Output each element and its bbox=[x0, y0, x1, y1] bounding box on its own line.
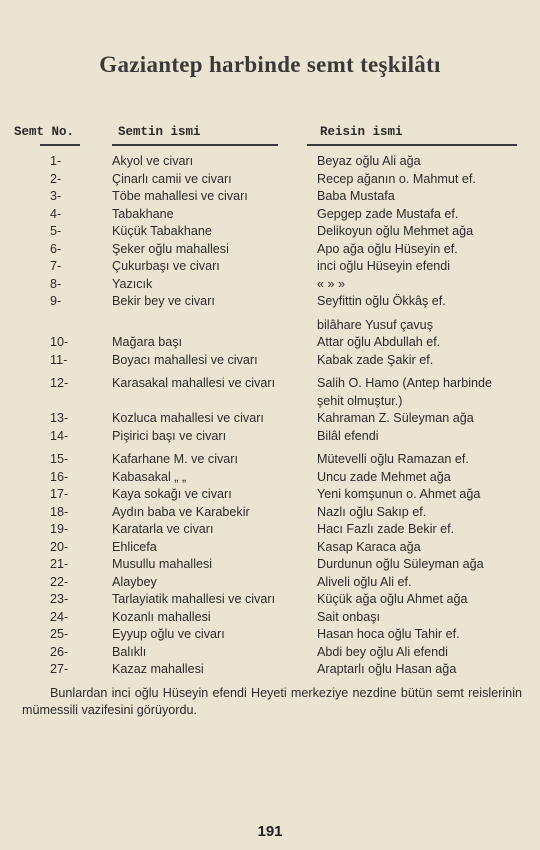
head-name: Abdi bey oğlu Ali efendi bbox=[317, 644, 448, 659]
district-table bbox=[0, 153, 540, 679]
table-row bbox=[0, 504, 540, 522]
district-name: Karasakal mahallesi ve civarı bbox=[112, 376, 276, 390]
table-row bbox=[0, 644, 540, 662]
table-row bbox=[0, 352, 540, 370]
district-name: Kozluca mahallesi ve civarı bbox=[112, 411, 264, 425]
district-name: Yazıcık bbox=[112, 276, 153, 291]
row-number: 25- bbox=[50, 627, 69, 641]
district-name: Pişirici başı ve civarı bbox=[112, 428, 227, 443]
header-underline-no bbox=[40, 144, 80, 146]
table-row bbox=[0, 521, 540, 539]
district-name: Ehlicefa bbox=[112, 539, 157, 554]
head-name: Beyaz oğlu Ali ağa bbox=[317, 154, 421, 168]
head-name: Salih O. Hamo (Antep harbinde bbox=[317, 376, 493, 390]
district-name: Alaybey bbox=[112, 574, 157, 589]
table-row bbox=[0, 393, 540, 411]
table-row bbox=[0, 574, 540, 592]
head-name: Yeni komşunun o. Ahmet ağa bbox=[317, 487, 481, 501]
row-number: 21- bbox=[50, 557, 69, 571]
head-name: Delikoyun oğlu Mehmet ağa bbox=[317, 224, 474, 238]
district-name: Eyyup oğlu ve civarı bbox=[112, 627, 225, 641]
head-name: inci oğlu Hüseyin efendi bbox=[317, 259, 451, 273]
row-number: 12- bbox=[50, 376, 69, 390]
table-row bbox=[0, 153, 540, 171]
table-row bbox=[0, 375, 540, 393]
column-header-head: Reisin ismi bbox=[320, 125, 403, 139]
district-name: Karatarla ve civarı bbox=[112, 522, 214, 536]
district-name: Tabakhane bbox=[112, 206, 174, 221]
head-name: Hasan hoca oğlu Tahir ef. bbox=[317, 627, 460, 641]
district-name: Tarlayiatik mahallesi ve civarı bbox=[112, 592, 276, 606]
head-name: Kasap Karaca ağa bbox=[317, 539, 421, 554]
row-number: 16- bbox=[50, 469, 69, 484]
row-number: 8- bbox=[50, 276, 62, 291]
row-number: 1- bbox=[50, 154, 62, 168]
head-name: Sait onbaşı bbox=[317, 609, 381, 624]
head-name: Gepgep zade Mustafa ef. bbox=[317, 206, 459, 221]
head-name: Uncu zade Mehmet ağa bbox=[317, 469, 451, 484]
district-name: Küçük Tabakhane bbox=[112, 224, 212, 238]
header-underline-head bbox=[307, 144, 517, 146]
district-name: Kaya sokağı ve civarı bbox=[112, 487, 232, 501]
row-number: 15- bbox=[50, 452, 69, 466]
footer-note: Bunlardan inci oğlu Hüseyin efendi Heyeti merkeziye nezdine bütün semt reislerinin mümessili vazifesini görüyordu. bbox=[22, 686, 522, 717]
table-row bbox=[0, 188, 540, 206]
row-number: 17- bbox=[50, 487, 69, 501]
table-row bbox=[0, 206, 540, 224]
district-name: Mağara başı bbox=[112, 335, 183, 349]
district-name: Kafarhane M. ve civarı bbox=[112, 452, 238, 466]
head-name: Seyfittin oğlu Ökkâş ef. bbox=[317, 294, 446, 308]
district-name: Musullu mahallesi bbox=[112, 557, 213, 571]
table-row bbox=[0, 171, 540, 189]
table-row bbox=[0, 258, 540, 276]
district-name: Töbe mahallesi ve civarı bbox=[112, 189, 248, 203]
page-title: Gaziantep harbinde semt teşkilâtı bbox=[99, 52, 441, 77]
head-name: Nazlı oğlu Sakıp ef. bbox=[317, 504, 427, 519]
district-name: Kabasakal „ „ bbox=[112, 469, 187, 484]
head-name: « » » bbox=[317, 276, 346, 291]
district-name: Kozanlı mahallesi bbox=[112, 609, 211, 624]
row-number: 5- bbox=[50, 224, 62, 238]
table-row bbox=[0, 276, 540, 294]
row-number: 3- bbox=[50, 189, 62, 203]
row-number: 24- bbox=[50, 609, 69, 624]
district-name: Balıklı bbox=[112, 644, 147, 659]
table-row bbox=[0, 410, 540, 428]
table-row bbox=[0, 223, 540, 241]
row-number: 26- bbox=[50, 644, 69, 659]
head-name: Küçük ağa oğlu Ahmet ağa bbox=[317, 592, 468, 606]
head-name: Kahraman Z. Süleyman ağa bbox=[317, 411, 474, 425]
column-header-no: Semt No. bbox=[14, 125, 75, 139]
row-number: 9- bbox=[50, 294, 62, 308]
table-row bbox=[0, 241, 540, 259]
row-number: 4- bbox=[50, 206, 62, 221]
district-name: Akyol ve civarı bbox=[112, 154, 194, 168]
head-name: Baba Mustafa bbox=[317, 189, 395, 203]
header-underline-name bbox=[112, 144, 278, 146]
head-name: Kabak zade Şakir ef. bbox=[317, 352, 434, 367]
table-row bbox=[0, 661, 540, 679]
row-number: 10- bbox=[50, 335, 69, 349]
table-row bbox=[0, 469, 540, 487]
row-number: 14- bbox=[50, 428, 69, 443]
head-name: şehit olmuştur.) bbox=[317, 393, 403, 408]
table-row bbox=[0, 626, 540, 644]
district-name: Çinarlı camii ve civarı bbox=[112, 171, 232, 186]
table-row bbox=[0, 428, 540, 446]
table-row bbox=[0, 293, 540, 311]
row-number: 22- bbox=[50, 574, 69, 589]
head-name: Apo ağa oğlu Hüseyin ef. bbox=[317, 241, 458, 256]
row-number: 23- bbox=[50, 592, 69, 606]
district-name: Aydın baba ve Karabekir bbox=[112, 504, 250, 519]
row-number: 7- bbox=[50, 259, 62, 273]
row-number: 2- bbox=[50, 171, 62, 186]
table-row bbox=[0, 486, 540, 504]
head-name: Bilâl efendi bbox=[317, 428, 379, 443]
table-row bbox=[0, 591, 540, 609]
head-name: Attar oğlu Abdullah ef. bbox=[317, 335, 441, 349]
row-number: 27- bbox=[50, 662, 69, 676]
row-number: 11- bbox=[50, 352, 68, 367]
row-number: 18- bbox=[50, 504, 69, 519]
head-name: Durdunun oğlu Süleyman ağa bbox=[317, 557, 484, 571]
table-row bbox=[0, 556, 540, 574]
head-name: bilâhare Yusuf çavuş bbox=[317, 317, 433, 332]
row-number: 13- bbox=[50, 411, 69, 425]
head-name: Recep ağanın o. Mahmut ef. bbox=[317, 171, 476, 186]
head-name: Mütevelli oğlu Ramazan ef. bbox=[317, 452, 469, 466]
table-row bbox=[0, 609, 540, 627]
head-name: Araptarlı oğlu Hasan ağa bbox=[317, 662, 457, 676]
row-number: 6- bbox=[50, 241, 62, 256]
column-header-name: Semtin ismi bbox=[118, 125, 201, 139]
district-name: Kazaz mahallesi bbox=[112, 662, 204, 676]
table-row bbox=[0, 539, 540, 557]
district-name: Boyacı mahallesi ve civarı bbox=[112, 352, 258, 367]
district-name: Bekir bey ve civarı bbox=[112, 294, 215, 308]
page-number: 191 bbox=[257, 823, 283, 840]
row-number: 20- bbox=[50, 539, 69, 554]
district-name: Çukurbaşı ve civarı bbox=[112, 259, 220, 273]
head-name: Hacı Fazlı zade Bekir ef. bbox=[317, 522, 455, 536]
row-number: 19- bbox=[50, 522, 69, 536]
head-name: Aliveli oğlu Ali ef. bbox=[317, 574, 412, 589]
table-row bbox=[0, 317, 540, 335]
table-row bbox=[0, 451, 540, 469]
district-name: Şeker oğlu mahallesi bbox=[112, 241, 229, 256]
table-row bbox=[0, 334, 540, 352]
